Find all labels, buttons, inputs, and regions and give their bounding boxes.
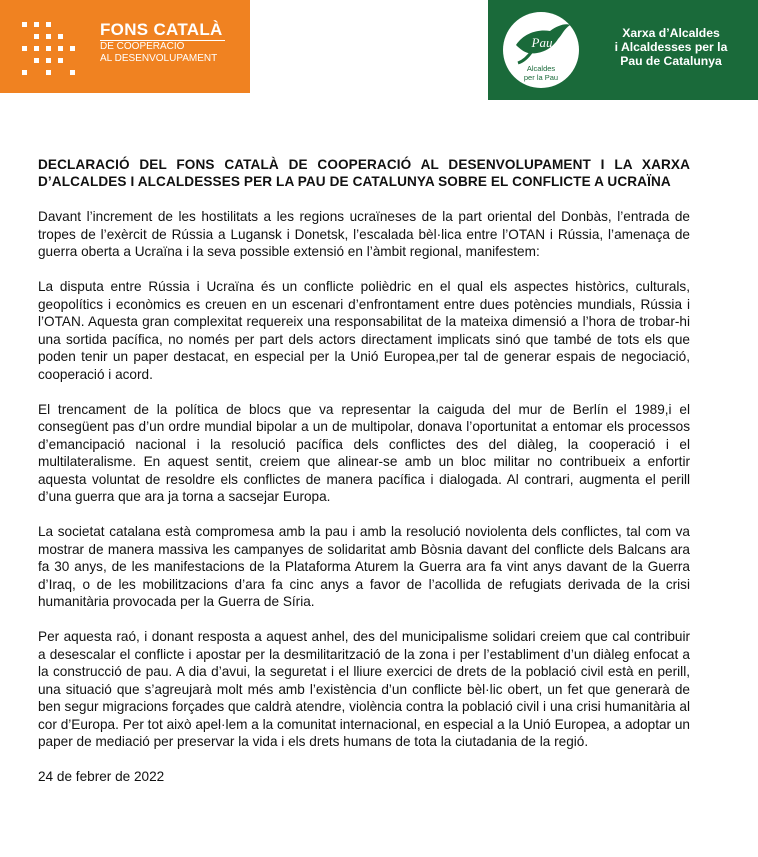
fons-catala-name: FONS CATALÀ [100,20,223,39]
emblem-caption: Alcaldes [526,64,556,73]
fons-catala-subtitle [100,41,217,65]
peace-dove-icon [502,11,580,89]
xarxa-name-line: Pau de Catalunya [620,54,722,68]
xarxa-alcaldes-name [586,26,756,68]
body-paragraph: El trencament de la política de blocs que va representar la caiguda del mur de Berlín el 1989,i el consegüent pas d’un ordre mundial bipolar a un de multipolar, donava l’oportunitat a entomar els processos d’emancipació nacional i la resolució pacífica dels conflictes des del diàleg, la cooperació i el multilateralisme. En aquest sentit, creiem que alinear-se amb un bloc militar no contribueix a enfortir aquesta voluntat de resoldre els conflictes de manera pacífica i dialogada. Al contrari, augmenta el perill d’una guerra que ara ja torna a sacsejar Europa. [38,401,690,504]
fons-catala-logo [0,0,250,93]
body-paragraph: Per aquesta raó, i donant resposta a aquest anhel, des del municipalisme solidari creiem que cal contribuir a desescalar el conflicte i apostar per la desmilitarització de la zona i per l’establiment d’un diàleg enfocat a la construcció de pau. A dia d’avui, la seguretat i el lliure exercici de drets de la població civil està en perill, una situació que s’agreujarà molt més amb l’existència d’un conflicte bèl·lic obert, un fet que generarà de ben segur migracions forçades que caldrà atendre, violència contra la població civil i una crisi humanitària al cor d’Europa. Per tot això apel·lem a la comunitat internacional, en especial a la Unió Europea, a adoptar un paper de mediació per preservar la vida i els drets humans de tota la ciutadania de la regió. [38,629,690,749]
declaration-document [38,156,690,786]
body-paragraph: Davant l’increment de les hostilitats a les regions ucraïneses de la part oriental del Donbàs, l’entrada de tropes de l’exèrcit de Rússia a Lugansk i Donetsk, l’escalada bèl·lica entre l’OTAN i Rússia, l’amenaça de guerra oberta a Ucraïna i la seva possible extensió en l’àmbit regional, manifestem: [38,209,690,259]
emblem-word: Pau [531,35,553,50]
document-date: 24 de febrer de 2022 [38,769,165,784]
document-title: DECLARACIÓ DEL FONS CATALÀ DE COOPERACIÓ AL DESENVOLUPAMENT I LA XARXA D’ALCALDES I ALCALDESSES PER LA PAU DE CATALUNYA SOBRE EL CONFLICTE A UCRAÏNA [38,157,690,189]
dot-grid-icon [18,14,90,84]
body-paragraph: La societat catalana està compromesa amb la pau i amb la resolució noviolenta dels conflictes, tal com va mostrar de manera massiva les campanyes de solidaritat amb Bòsnia davant del conflicte dels Balcans ara fa 30 anys, de les manifestacions de la Plataforma Aturem la Guerra ara fa vint anys davant de la Guerra d’Iraq, o de les mobilitzacions d’ara fa cinc anys a favor de l’acollida de refugiats derivada de la crisi humanitària provocada per la Guerra de Síria. [38,524,690,609]
body-paragraph: La disputa entre Rússia i Ucraïna és un conflicte polièdric en el qual els aspectes històrics, culturals, geopolítics i econòmics es creuen en un escenari d’enfrontament entre dues potències mundials, Rússia i l’OTAN. Aquesta gran complexitat requereix una responsabilitat de la mateixa dimensió a l’hora de trobar-hi una sortida pacífica, no només per part dels actors directament implicats sinó que també de tots els que poden tenir un paper destacat, en especial per la Unió Europea,per tal de generar espais de negociació, cooperació i acord. [38,279,690,382]
fons-catala-subtitle-line: AL DESENVOLUPAMENT [100,53,218,64]
xarxa-name-line: i Alcaldesses per la [614,40,728,54]
fons-catala-subtitle-line: DE COOPERACIÓ [100,41,185,52]
xarxa-name-line: Xarxa d’Alcaldes [622,26,720,40]
emblem-caption: per la Pau [523,73,559,82]
xarxa-alcaldes-logo [488,0,758,100]
